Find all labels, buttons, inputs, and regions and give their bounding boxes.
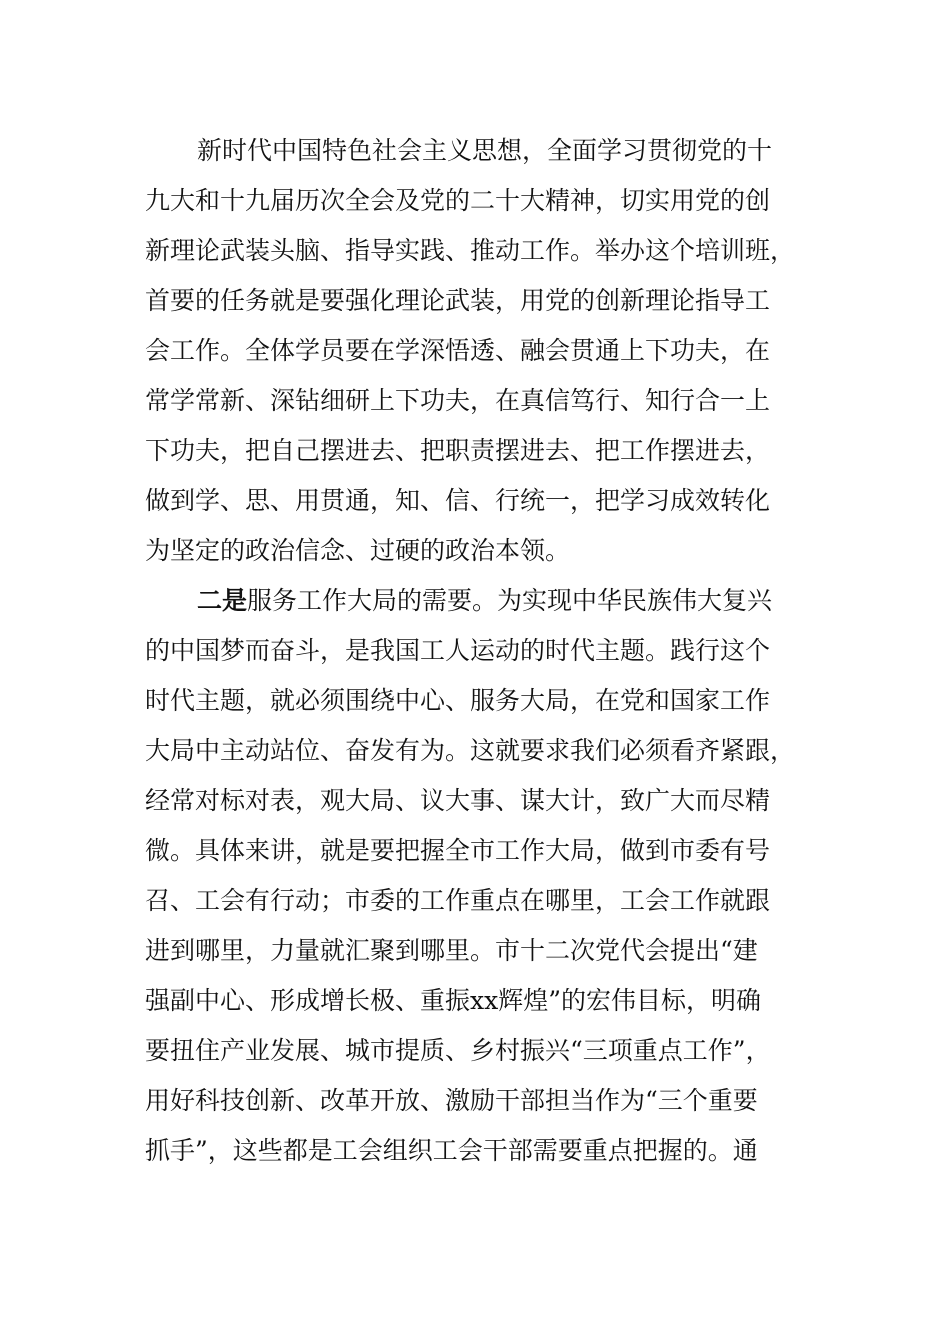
paragraph-2-line-9	[145, 976, 805, 1026]
paragraph-1-line-6	[145, 376, 805, 426]
line-text-with-lead	[197, 576, 772, 626]
line-text: 微。具体来讲，就是要把握全市工作大局，做到市委有号	[145, 836, 771, 865]
paragraph-2-line-4	[145, 726, 805, 776]
line-text: 做到学、思、用贯通，知、信、行统一，把学习成效转化	[145, 486, 771, 515]
line-text: 进到哪里，力量就汇聚到哪里。市十二次党代会提出“建	[145, 936, 758, 965]
line-text: 新时代中国特色社会主义思想，全面学习贯彻党的十	[197, 136, 773, 165]
line-text: 服务工作大局的需要。为实现中华民族伟大复兴	[247, 586, 773, 615]
paragraph-1-line-2	[145, 176, 805, 226]
paragraph-2-line-2	[145, 626, 805, 676]
line-text: 首要的任务就是要强化理论武装，用党的创新理论指导工	[145, 286, 771, 315]
paragraph-2-line-1	[145, 576, 805, 626]
paragraph-2-line-10	[145, 1026, 805, 1076]
paragraph-2-line-8	[145, 926, 805, 976]
paragraph-1-line-9	[145, 526, 805, 576]
paragraph-2-line-7	[145, 876, 805, 926]
line-text: 下功夫，把自己摆进去、把职责摆进去、把工作摆进去，	[145, 436, 771, 465]
paragraph-1-line-5	[145, 326, 805, 376]
paragraph-2-line-3	[145, 676, 805, 726]
paragraph-1-line-1	[145, 126, 805, 176]
paragraph-2-line-11	[145, 1076, 805, 1126]
document-body	[145, 126, 805, 1176]
line-text: 用好科技创新、改革开放、激励干部担当作为“三个重要	[145, 1086, 758, 1115]
line-text: 要扭住产业发展、城市提质、乡村振兴“三项重点工作”，	[145, 1036, 771, 1065]
second-point-lead: 二是	[197, 586, 248, 615]
line-text: 新理论武装头脑、指导实践、推动工作。举办这个培训班，	[145, 236, 796, 265]
paragraph-2-line-5	[145, 776, 805, 826]
line-text: 常学常新、深钻细研上下功夫，在真信笃行、知行合一上	[145, 386, 771, 415]
paragraph-1-line-4	[145, 276, 805, 326]
line-text: 九大和十九届历次全会及党的二十大精神，切实用党的创	[145, 186, 771, 215]
line-text: 为坚定的政治信念、过硬的政治本领。	[145, 536, 571, 565]
line-text: 的中国梦而奋斗，是我国工人运动的时代主题。践行这个	[145, 636, 771, 665]
line-text: 大局中主动站位、奋发有为。这就要求我们必须看齐紧跟，	[145, 736, 796, 765]
paragraph-1-line-8	[145, 476, 805, 526]
paragraph-1-line-3	[145, 226, 805, 276]
line-text: 会工作。全体学员要在学深悟透、融会贯通上下功夫，在	[145, 336, 771, 365]
paragraph-2-line-6	[145, 826, 805, 876]
paragraph-1-line-7	[145, 426, 805, 476]
paragraph-2-line-12	[145, 1126, 805, 1176]
line-text: 时代主题，就必须围绕中心、服务大局，在党和国家工作	[145, 686, 771, 715]
line-text: 召、工会有行动；市委的工作重点在哪里，工会工作就跟	[145, 886, 771, 915]
line-text: 抓手”，这些都是工会组织工会干部需要重点把握的。通	[145, 1136, 758, 1165]
line-text: 经常对标对表，观大局、议大事、谋大计，致广大而尽精	[145, 786, 771, 815]
line-text: 强副中心、形成增长极、重振xx辉煌”的宏伟目标，明确	[145, 986, 761, 1015]
